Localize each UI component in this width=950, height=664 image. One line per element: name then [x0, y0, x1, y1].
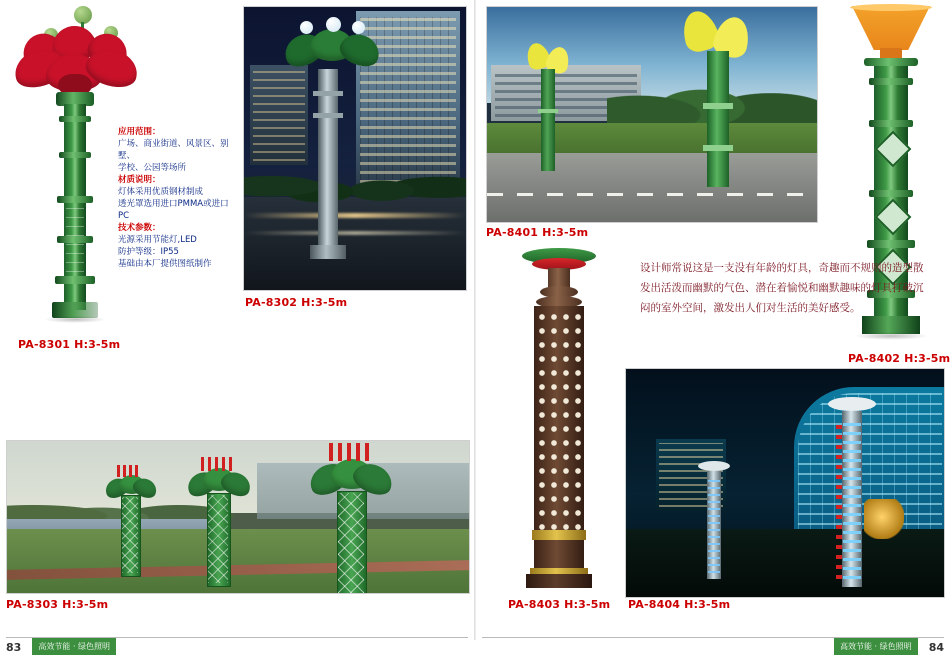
photo-pa8401: [486, 6, 818, 223]
lamp-pole: [541, 69, 555, 171]
pole-ring: [703, 145, 733, 151]
caption-pa8402: PA-8402 H:3-5m: [848, 352, 950, 365]
lattice-lamp-middle: [185, 457, 249, 589]
base-band-gold: [532, 530, 586, 540]
lit-lamp-left: [694, 461, 734, 585]
spec-line: 灯体采用优质钢材制成: [118, 187, 204, 197]
lamp-cap: [828, 397, 876, 411]
pole-ring: [57, 196, 93, 203]
dotted-column-dots: [534, 306, 584, 532]
road-marking: [487, 193, 817, 196]
spec-line: 技术参数：: [118, 223, 161, 233]
road: [244, 197, 466, 290]
lamp-red-tip: [117, 465, 141, 477]
lit-lamp-right: [822, 397, 882, 589]
trumpet-shade: [852, 6, 930, 50]
page-number-left: 83: [6, 641, 22, 654]
lamp-lattice-mesh: [338, 493, 364, 593]
caption-pa8301: PA-8301 H:3-5m: [18, 338, 121, 351]
lattice-lamp-right: [307, 443, 391, 594]
spec-line: 学校、公园等场所: [118, 163, 187, 173]
lattice-lamp-left: [103, 465, 155, 577]
product-illustration-pa8403: [508, 248, 612, 596]
lamp-lattice-mesh: [208, 495, 228, 583]
pole-ring: [869, 120, 913, 127]
spec-line: 光源采用节能灯,LED: [118, 235, 197, 245]
caption-pa8403: PA-8403 H:3-5m: [508, 598, 611, 611]
spec-block: [118, 126, 238, 270]
photo-lamp-petals: [284, 21, 380, 73]
photo-pa8303: [6, 440, 470, 594]
lamp-lattice-mesh: [122, 497, 138, 573]
photo-pa8404: [625, 368, 945, 598]
pole-ring: [867, 240, 915, 248]
road-lighttrail: [244, 213, 466, 218]
page-number-right: 84: [928, 641, 944, 654]
spec-line: 广场、商业街道、风景区、别墅、: [118, 139, 229, 161]
shade-rim: [850, 4, 932, 11]
lamp-base: [526, 574, 592, 588]
road-lighttrail: [244, 231, 466, 235]
footer-right: [834, 636, 944, 654]
photo-lamp-ring: [313, 91, 343, 96]
pole-ring: [59, 116, 91, 122]
photo-pa8302: [243, 6, 467, 291]
pole-ring: [59, 152, 91, 158]
lamp-base-shadow: [854, 332, 928, 340]
photo-lamp-ball: [352, 21, 365, 34]
lamp-red-tip: [329, 443, 373, 461]
photo-lamp-pole: [318, 69, 338, 249]
pole-lattice: [66, 204, 84, 272]
ground-dark: [626, 529, 944, 597]
footer-left: [6, 636, 116, 654]
pole-ring: [703, 103, 733, 109]
pole-ring: [869, 190, 913, 197]
caption-pa8302: PA-8302 H:3-5m: [245, 296, 348, 309]
footer-tag-left: 高效节能 · 绿色照明: [32, 638, 116, 655]
lamp-base-shadow: [44, 316, 106, 323]
pole-ring: [869, 78, 913, 85]
design-description: 设计师常说这是一支没有年龄的灯具，奇趣而不规则的造型散发出活泼而幽默的气色、潜在着愉悦和幽默趣味的灯具打破沉闷的室外空间，激发出人们对生活的美好感受。: [640, 262, 924, 314]
spec-line: 基础由本厂提供图纸制作: [118, 259, 212, 269]
caption-pa8303: PA-8303 H:3-5m: [6, 598, 109, 611]
lamp-red-tip: [201, 457, 233, 471]
photo-lamp-ball: [326, 17, 341, 32]
spec-line: 防护等级：IP55: [118, 247, 179, 257]
shade-collar: [864, 58, 918, 66]
pole-lights: [843, 419, 861, 579]
calla-lamp-left: [521, 43, 579, 173]
lamp-cap: [698, 461, 730, 471]
footer-tag-right: 高效节能 · 绿色照明: [834, 638, 918, 655]
caption-pa8404: PA-8404 H:3-5m: [628, 598, 731, 611]
photo-lamp-ring: [313, 113, 343, 118]
spec-line: 应用范围：: [118, 127, 161, 137]
photo-lamp-ball: [300, 21, 313, 34]
lamp-neck: [548, 268, 570, 288]
spec-line: 材质说明：: [118, 175, 161, 185]
page-spine: [474, 0, 476, 640]
caption-pa8401: PA-8401 H:3-5m: [486, 226, 589, 239]
lamp-pole: [707, 51, 729, 187]
pole-ring: [55, 276, 95, 284]
calla-lamp-right: [677, 11, 767, 187]
pole-lights: [708, 477, 720, 573]
pole-ring: [538, 109, 558, 113]
pole-red-stripe: [836, 419, 842, 579]
spec-line: 透光罩选用进口PMMA或进口PC: [118, 199, 229, 221]
photo-lamp-base: [310, 245, 346, 259]
tree-line: [244, 147, 466, 203]
